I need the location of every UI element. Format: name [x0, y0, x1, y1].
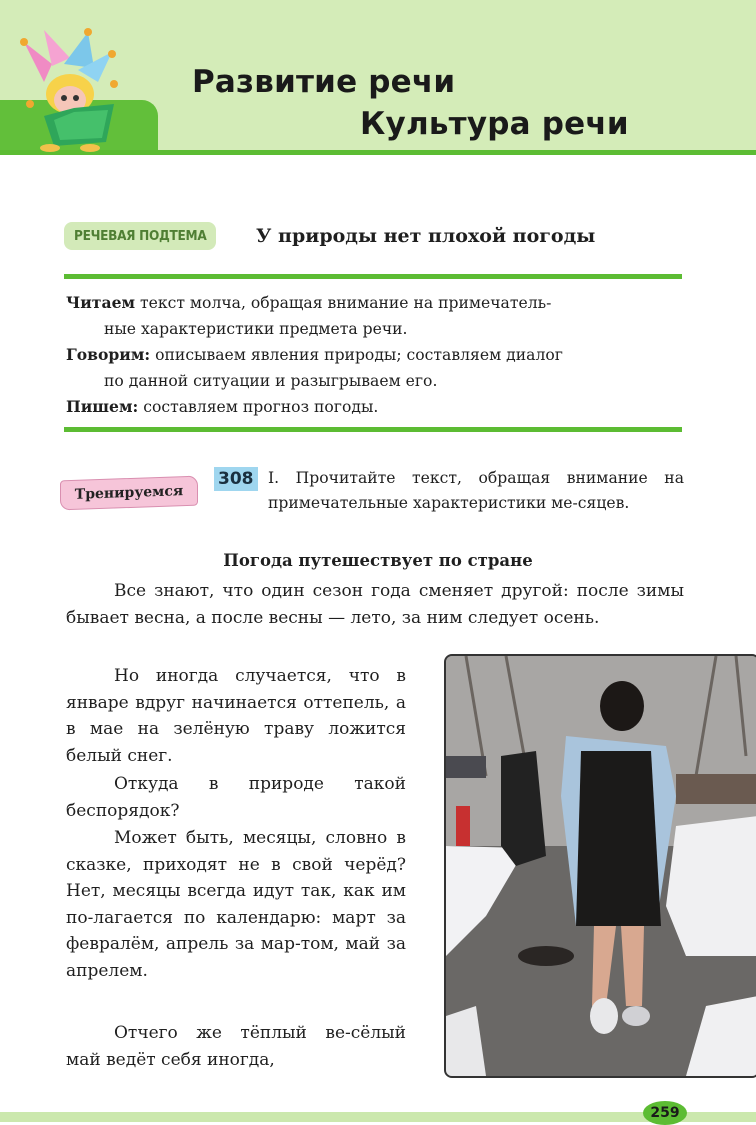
story-paragraph: Но иногда случается, что в январе вдруг начинается оттепель, а в мае на зелёную траву ложится белый снег. — [66, 666, 406, 766]
goal-label: Читаем — [66, 293, 136, 312]
divider — [64, 274, 682, 279]
divider — [64, 427, 682, 432]
goal-text: текст молча, обращая внимание на примечатель- — [135, 294, 552, 312]
photo-illustration — [446, 656, 756, 1076]
story-title: Погода путешествует по стране — [223, 551, 533, 570]
goal-label: Пишем: — [66, 397, 139, 416]
exercise-task: I. Прочитайте текст, обращая внимание на примечательные характеристики ме-сяцев. — [268, 469, 684, 512]
lesson-goals — [66, 290, 684, 420]
chapter-title-line1: Развитие речи — [192, 64, 456, 100]
story-paragraph: Все знают, что один сезон года сменяет другой: после зимы бывает весна, а после весны — лето, за ним следует осень. — [66, 581, 684, 628]
story-paragraph: Отчего же тёплый ве-сёлый май ведёт себя иногда, — [66, 1023, 406, 1070]
photo-snowy-sidewalk — [444, 654, 756, 1078]
chapter-title-line2: Культура речи — [360, 106, 629, 142]
goal-text: описываем явления природы; составляем диалог — [150, 346, 563, 364]
goal-speaking — [66, 342, 684, 394]
chapter-header — [0, 0, 756, 155]
story-paragraph: Может быть, месяцы, словно в сказке, приходят не в свой черёд? Нет, месяцы всегда идут так, как им по-лагается по календарю: март за февралём, апрель за мар-том, май за апрелем. — [66, 828, 406, 981]
page-number: 259 — [643, 1101, 687, 1125]
goal-label: Говорим: — [66, 345, 151, 364]
goal-reading — [66, 290, 684, 342]
goal-writing — [66, 394, 684, 420]
jester-with-book-icon — [14, 24, 134, 152]
training-badge: Тренируемся — [60, 476, 198, 511]
subtopic-title: У природы нет плохой погоды — [256, 225, 596, 247]
goal-text-cont: ные характеристики предмета речи. — [104, 320, 408, 338]
subtopic-badge: РЕЧЕВАЯ ПОДТЕМА — [64, 222, 216, 250]
subtopic-row — [64, 222, 684, 252]
goal-text: составляем прогноз погоды. — [138, 398, 379, 416]
story-paragraph: Откуда в природе такой беспорядок? — [66, 774, 406, 821]
goal-text-cont: по данной ситуации и разыгрываем его. — [104, 372, 438, 390]
exercise-number: 308 — [214, 467, 258, 491]
